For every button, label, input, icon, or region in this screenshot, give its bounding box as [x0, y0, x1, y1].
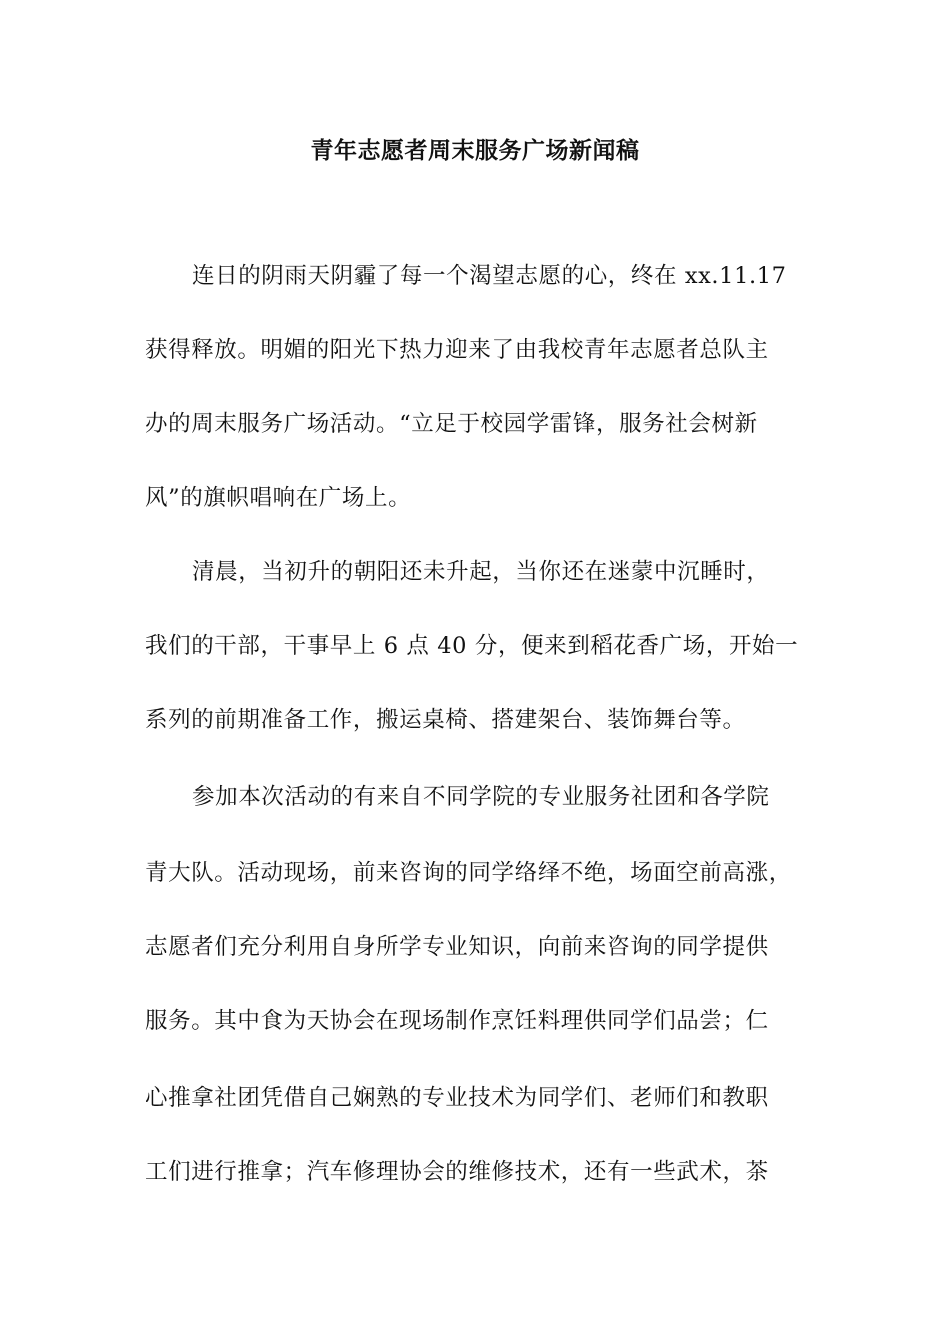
- paragraph-line: 我们的干部，干事早上 6 点 40 分，便来到稻花香广场，开始一: [145, 633, 799, 659]
- paragraph-line: 办的周末服务广场活动。“立足于校园学雷锋，服务社会树新: [145, 411, 758, 437]
- paragraph-line: 心推拿社团凭借自己娴熟的专业技术为同学们、老师们和教职: [145, 1085, 769, 1111]
- paragraph-line: 风”的旗帜唱响在广场上。: [145, 485, 412, 511]
- paragraph-line: 志愿者们充分利用自身所学专业知识，向前来咨询的同学提供: [145, 934, 769, 960]
- paragraph-line: 获得释放。明媚的阳光下热力迎来了由我校青年志愿者总队主: [145, 337, 769, 363]
- paragraph-line: 服务。其中食为天协会在现场制作烹饪料理供同学们品尝；仁: [145, 1008, 769, 1034]
- paragraph-line: 工们进行推拿；汽车修理协会的维修技术，还有一些武术，茶: [145, 1159, 769, 1185]
- paragraph-line: 清晨，当初升的朝阳还未升起，当你还在迷蒙中沉睡时，: [192, 559, 770, 585]
- paragraph-line: 连日的阴雨天阴霾了每一个渴望志愿的心，终在 xx.11.17: [192, 263, 787, 289]
- document-title: 青年志愿者周末服务广场新闻稿: [310, 138, 640, 164]
- paragraph-line: 青大队。活动现场，前来咨询的同学络绎不绝，场面空前高涨，: [145, 860, 792, 886]
- paragraph-line: 系列的前期准备工作，搬运桌椅、搭建架台、装饰舞台等。: [145, 707, 746, 733]
- paragraph-line: 参加本次活动的有来自不同学院的专业服务社团和各学院: [192, 784, 770, 810]
